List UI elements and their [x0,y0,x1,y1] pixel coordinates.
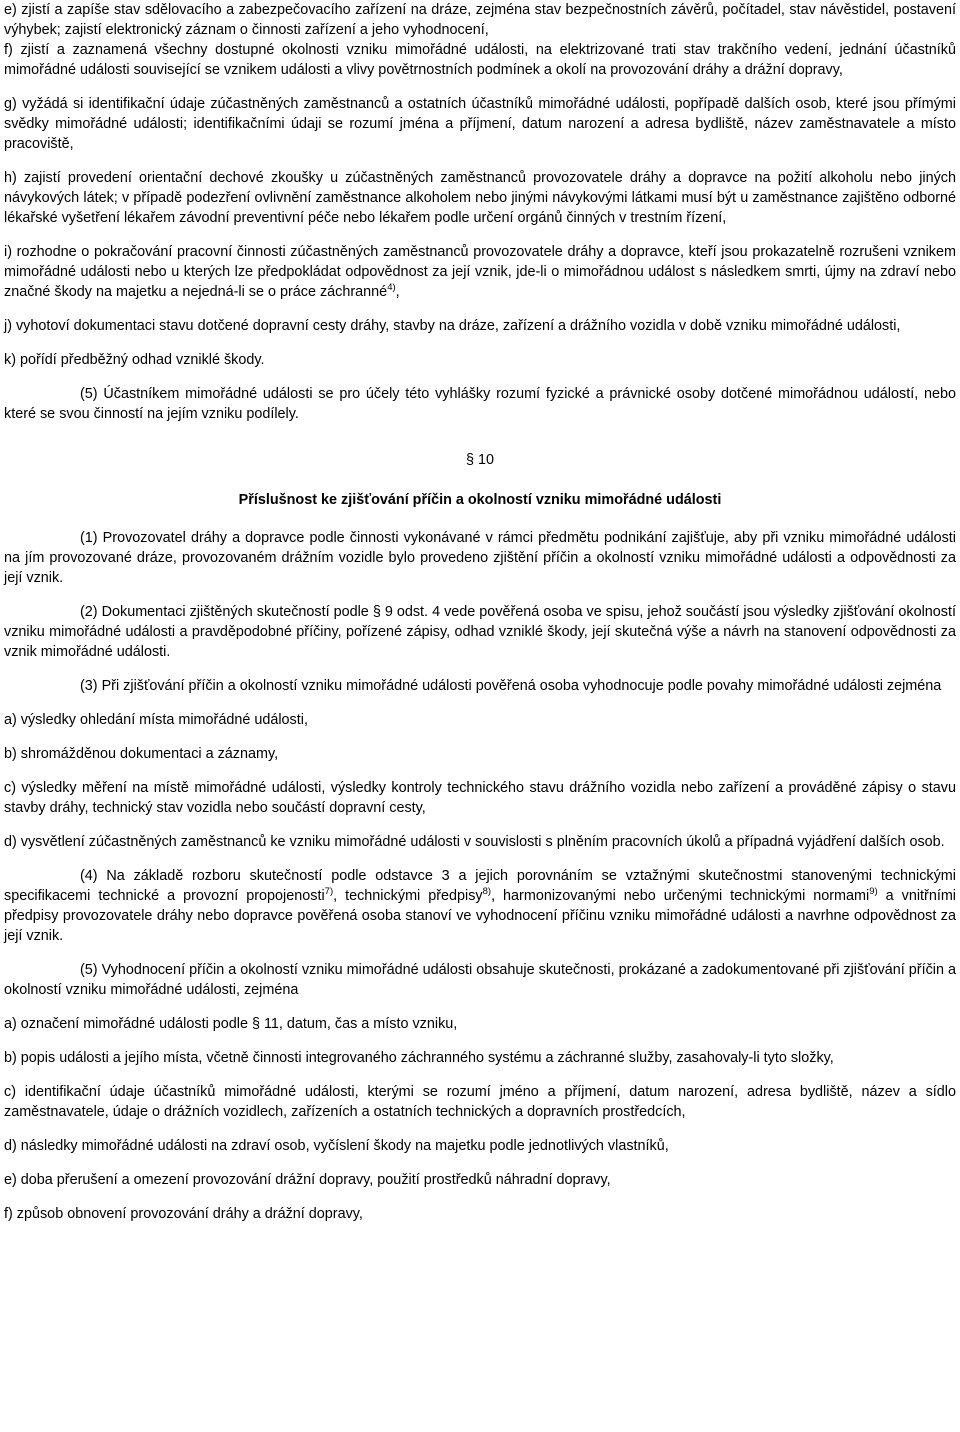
list-item-3a: a) výsledky ohledání místa mimořádné události, [4,712,308,728]
list-item-3d: d) vysvětlení zúčastněných zaměstnanců ke vzniku mimořádné události v souvislosti s plněním pracovních úkolů a případná vyjádření dalších osob. [4,834,945,850]
paragraph-5: (5) Účastníkem mimořádné události se pro účely této vyhlášky rozumí fyzické a právnické osoby dotčené mimořádnou událostí, nebo které se svou činností na jejím vzniku podílely. [4,386,956,422]
list-item-i-tail: , [395,284,400,300]
p4-text-3: , harmonizovanými nebo určenými technickými normami [491,888,870,904]
section-title: Příslušnost ke zjišťování příčin a okolností vzniku mimořádné události [238,492,722,508]
list-item-j: j) vyhotoví dokumentaci stavu dotčené dopravní cesty dráhy, stavby na dráze, zařízení a drážního vozidla v době vzniku mimořádné události, [4,318,901,334]
section-paragraph-3: (3) Při zjišťování příčin a okolností vzniku mimořádné události pověřená osoba vyhodnocuje podle povahy mimořádné události zejména [80,678,942,694]
list-item-5f: f) způsob obnovení provozování dráhy a drážní dopravy, [4,1206,363,1222]
list-item-5c: c) identifikační údaje účastníků mimořádné události, kterými se rozumí jméno a příjmení, datum narození, adresa bydliště, název a sídlo zaměstnavatele, údaje o drážních vozidlech, zařízeních a ostatních technických a dopravních prostředcích, [4,1084,956,1120]
p4-text-4: a vnitřními předpisy provozovatele dráhy nebo dopravce pověřená osoba stanoví ve vyhodnocení příčinu vzniku mimořádné události a navrhne odpovědnost za její vznik. [4,888,957,944]
footnote-ref: 9) [869,886,878,898]
list-item-e: e) zjistí a zapíše stav sdělovacího a zabezpečovacího zařízení na dráze, zejména stav bezpečnostních závěrů, počítadel, stav návěstidel, postavení výhybek; zajistí elektronický záznam o činnosti zařízení a jeho vyhodnocení, [4,2,956,38]
list-item-g: g) vyžádá si identifikační údaje zúčastněných zaměstnanců a ostatních účastníků mimořádné události, popřípadě dalších osob, které jsou přímými svědky mimořádné události; identifikačními údaji se rozumí jména a příjmení, datum narození a adresa bydliště, název zaměstnavatele a místo pracoviště, [4,96,956,152]
section-paragraph-5: (5) Vyhodnocení příčin a okolností vzniku mimořádné události obsahuje skutečnosti, prokázané a zadokumentované při zjišťování příčin a okolností vzniku mimořádné události, zejména [4,962,956,998]
list-item-3b: b) shromážděnou dokumentaci a záznamy, [4,746,279,762]
list-item-k: k) pořídí předběžný odhad vzniklé škody. [4,352,265,368]
section-paragraph-4 [4,866,956,946]
list-item-h: h) zajistí provedení orientační dechové zkoušky u zúčastněných zaměstnanců provozovatele dráhy a dopravce na požití alkoholu nebo jiných návykových látek; v případě podezření ovlivnění zaměstnance alkoholem nebo jinými návykovými látkami musí být u zaměstnance zajištěno odborné lékařské vyšetření lékařem závodní preventivní péče nebo lékařem podle určení orgánů činných v trestním řízení, [4,170,956,226]
p4-text-2: , technickými předpisy [333,888,483,904]
list-item-3c: c) výsledky měření na místě mimořádné události, výsledky kontroly technického stavu drážního vozidla nebo zařízení a prováděné zápisy o stavu stavby dráhy, technický stav vozidla nebo součástí dopravní cesty, [4,780,956,816]
list-item-5a: a) označení mimořádné události podle § 11, datum, čas a místo vzniku, [4,1016,458,1032]
list-item-i [4,242,956,302]
section-number: § 10 [465,452,494,468]
list-item-i-text: i) rozhodne o pokračování pracovní činnosti zúčastněných zaměstnanců provozovatele dráhy a dopravce, kteří jsou prokazatelně rozrušeni vznikem mimořádné události nebo u kterých lze předpokládat odpovědnost za její vznik, jde-li o mimořádnou událost s následkem smrti, újmy na zdraví nebo značné škody na majetku a nejedná-li se o práce záchranné [4,244,956,300]
list-item-5d: d) následky mimořádné události na zdraví osob, vyčíslení škody na majetku podle jednotlivých vlastníků, [4,1138,669,1154]
section-paragraph-1: (1) Provozovatel dráhy a dopravce podle činnosti vykonávané v rámci předmětu podnikání zajišťuje, aby při vzniku mimořádné události na jím provozované dráze, provozovaném drážním vozidle bylo provedeno zjištění příčin a okolností vzniku mimořádné události a odpovědnosti za její vznik. [4,530,956,586]
list-item-5e: e) doba přerušení a omezení provozování drážní dopravy, použití prostředků náhradní dopravy, [4,1172,611,1188]
footnote-ref: 4) [387,282,396,294]
footnote-ref: 8) [482,886,492,898]
list-item-f: f) zjistí a zaznamená všechny dostupné okolnosti vzniku mimořádné události, na elektrizované trati stav trakčního vedení, jednání účastníků mimořádné události související se vznikem události a vlivy povětrnostních podmínek a okolí na provozování dráhy a drážní dopravy, [4,42,956,78]
section-paragraph-2: (2) Dokumentaci zjištěných skutečností podle § 9 odst. 4 vede pověřená osoba ve spisu, jehož součástí jsou výsledky zjišťování okolností vzniku mimořádné události a pravděpodobné příčiny, pořízené zápisy, odhad vzniklé škody, její skutečná výše a návrh na stanovení odpovědnosti za vznik mimořádné události. [4,604,956,660]
footnote-ref: 7) [324,886,334,898]
list-item-5b: b) popis události a jejího místa, včetně činnosti integrovaného záchranného systému a záchranné služby, zasahovaly-li tyto složky, [4,1050,834,1066]
p4-text-1: (4) Na základě rozboru skutečností podle odstavce 3 a jejich porovnáním se vztažnými skutečnostmi stanovenými technickými specifikacemi technické a provozní propojenosti [4,868,956,904]
